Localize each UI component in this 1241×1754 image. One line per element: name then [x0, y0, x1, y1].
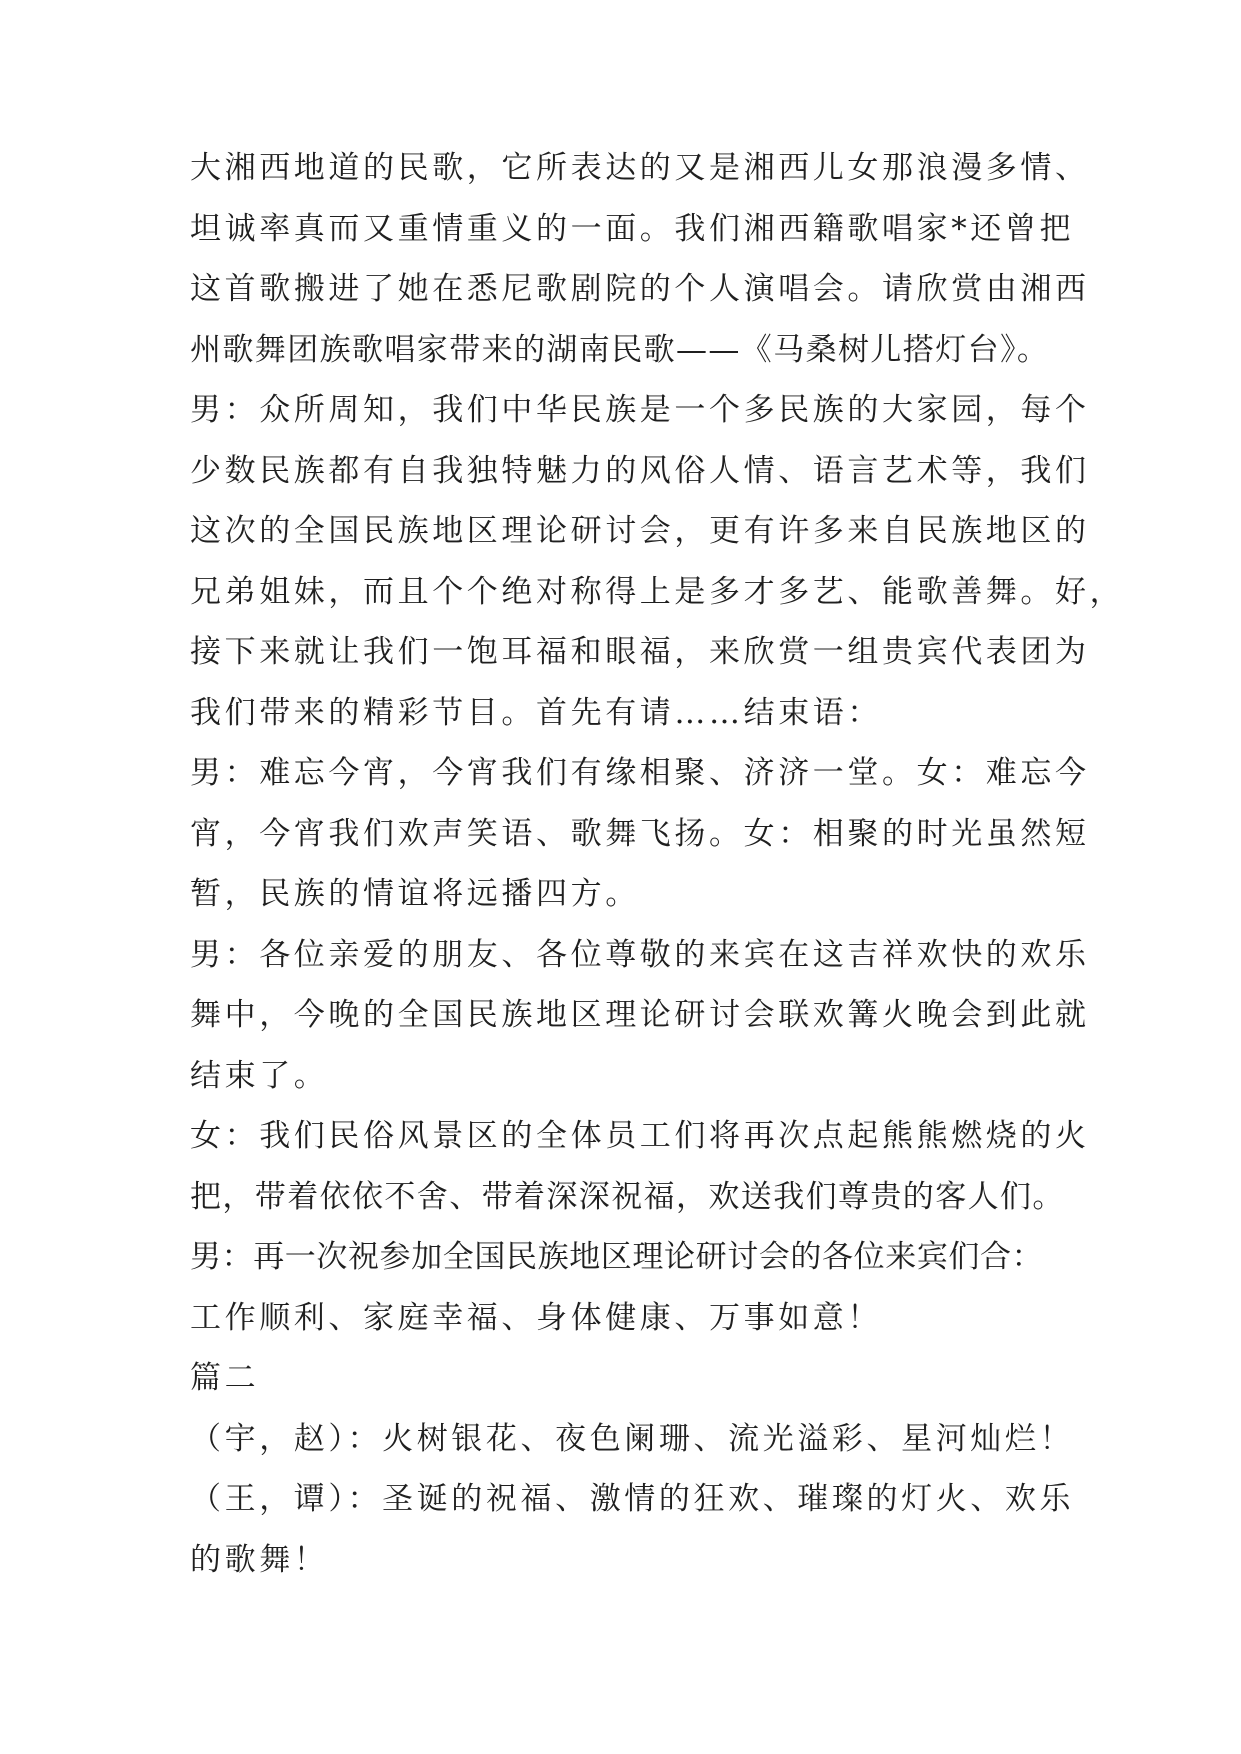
text-line: 女：我们民俗风景区的全体员工们将再次点起熊熊燃烧的火	[190, 1118, 1090, 1154]
text-line: 把，带着依依不舍、带着深深祝福，欢送我们尊贵的客人们。	[190, 1178, 1065, 1215]
text-line: 宵，今宵我们欢声笑语、歌舞飞扬。女：相聚的时光虽然短	[190, 815, 1090, 852]
text-line: 接下来就让我们一饱耳福和眼福，来欣赏一组贵宾代表团为	[190, 634, 1090, 670]
text-line: 这次的全国民族地区理论研讨会，更有许多来自民族地区的	[190, 513, 1090, 549]
text-line: 男：众所周知，我们中华民族是一个多民族的大家园，每个	[190, 392, 1090, 428]
text-line: 大湘西地道的民歌，它所表达的又是湘西儿女那浪漫多情、	[190, 150, 1090, 186]
text-line: 男：再一次祝参加全国民族地区理论研讨会的各位来宾们合：	[190, 1239, 1044, 1275]
text-line: 工作顺利、家庭幸福、身体健康、万事如意！	[190, 1299, 882, 1336]
text-line: 结束了。	[190, 1057, 329, 1094]
text-line: 男：各位亲爱的朋友、各位尊敬的来宾在这吉祥欢快的欢乐	[190, 936, 1090, 973]
text-line: 我们带来的精彩节目。首先有请……结束语：	[190, 694, 882, 731]
text-line: 舞中，今晚的全国民族地区理论研讨会联欢篝火晚会到此就	[190, 997, 1090, 1033]
text-line: （宇，赵）：火树银花、夜色阑珊、流光溢彩、星河灿烂！	[190, 1420, 1075, 1457]
text-line: 暂，民族的情谊将远播四方。	[190, 876, 640, 912]
text-line: 坦诚率真而又重情重义的一面。我们湘西籍歌唱家*还曾把	[190, 210, 1075, 247]
text-line: 州歌舞团族歌唱家带来的湖南民歌——《马桑树儿搭灯台》。	[190, 331, 1050, 368]
text-line: 这首歌搬进了她在悉尼歌剧院的个人演唱会。请欣赏由湘西	[190, 271, 1090, 307]
text-line: 的歌舞！	[190, 1541, 329, 1578]
section-heading: 篇二	[190, 1360, 260, 1396]
document-body	[190, 138, 1125, 1590]
text-line: 男：难忘今宵，今宵我们有缘相聚、济济一堂。女：难忘今	[190, 755, 1090, 791]
text-line: （王，谭）：圣诞的祝福、激情的狂欢、璀璨的灯火、欢乐	[190, 1481, 1075, 1517]
text-line: 少数民族都有自我独特魅力的风俗人情、语言艺术等，我们	[190, 452, 1090, 489]
text-line: 兄弟姐妹，而且个个绝对称得上是多才多艺、能歌善舞。好，	[190, 573, 1125, 610]
